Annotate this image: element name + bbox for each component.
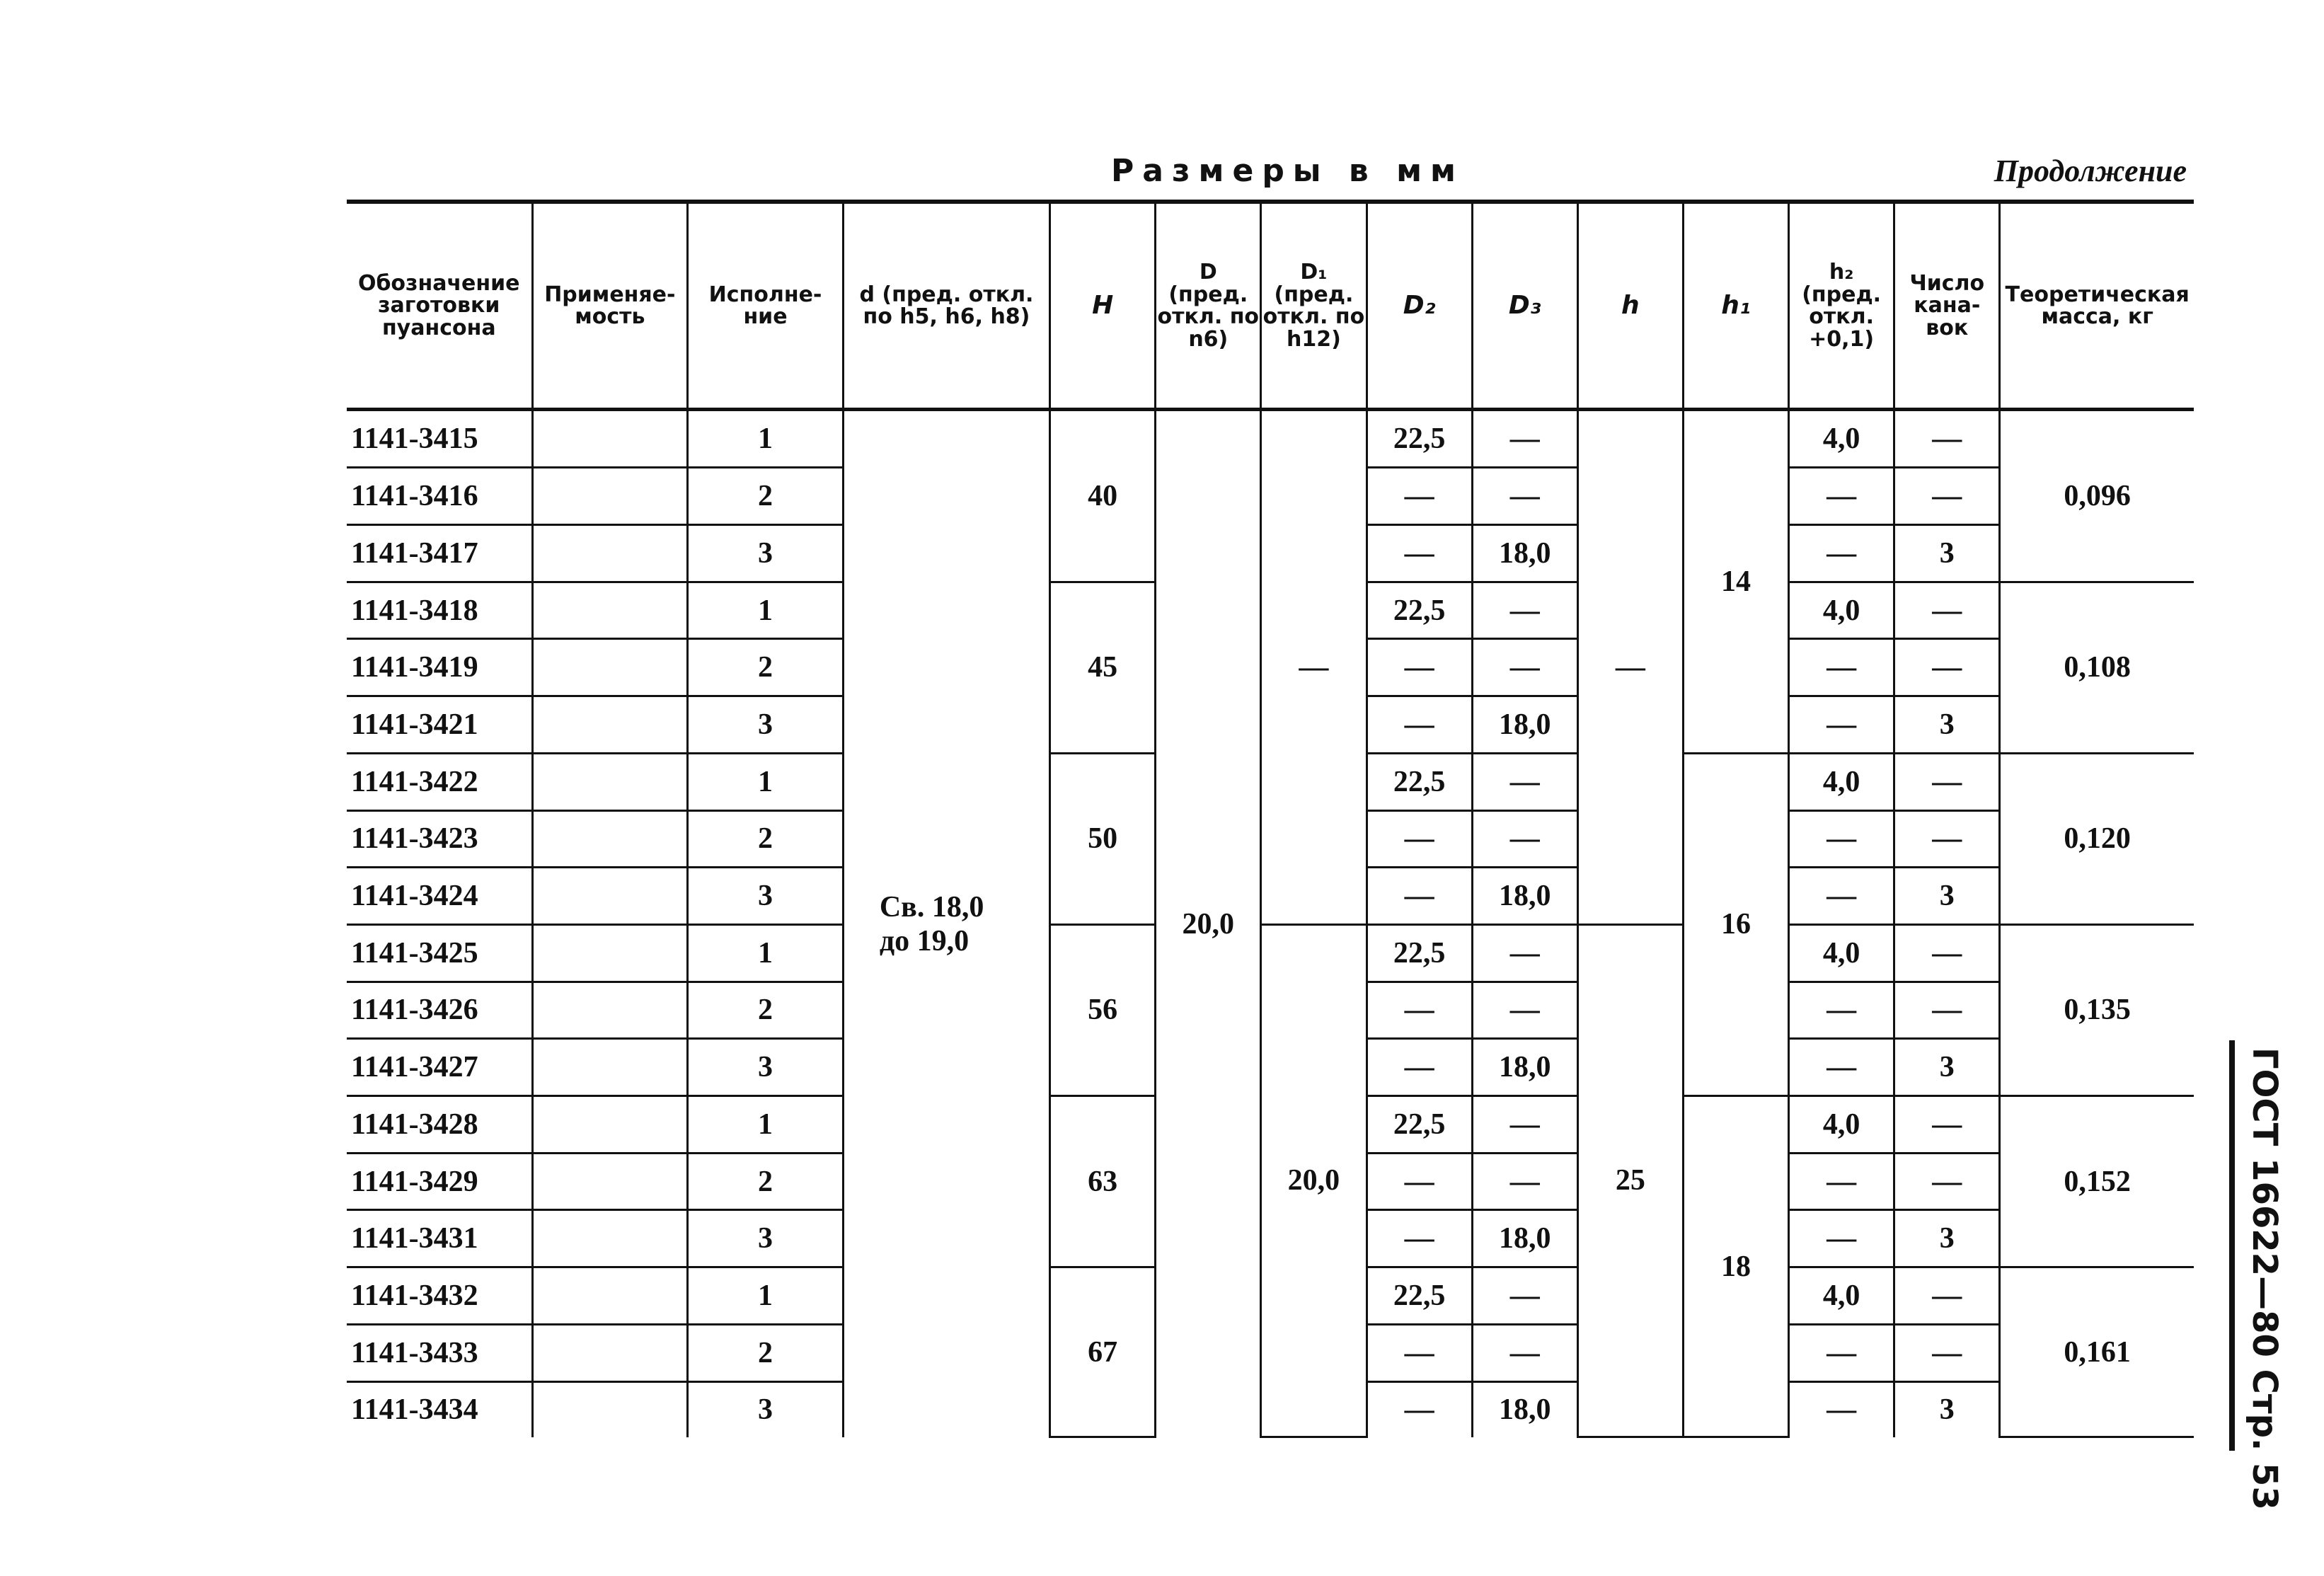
applicability-cell <box>532 1324 688 1381</box>
D2-cell: — <box>1367 1210 1472 1267</box>
applicability-cell <box>532 468 688 525</box>
designation-cell: 1141-3427 <box>347 1039 532 1096</box>
applicability-cell <box>532 410 688 468</box>
designation-cell: 1141-3418 <box>347 582 532 639</box>
H-cell: 40 <box>1050 410 1156 582</box>
D3-cell: — <box>1472 410 1577 468</box>
version-cell: 1 <box>688 1267 844 1325</box>
h2-cell: — <box>1789 1210 1894 1267</box>
h2-cell: 4,0 <box>1789 410 1894 468</box>
col-h1-header: h₁ <box>1683 202 1788 410</box>
h2-cell: — <box>1789 1153 1894 1210</box>
grooves-cell: — <box>1894 810 2000 868</box>
D3-cell: 18,0 <box>1472 696 1577 754</box>
designation-cell: 1141-3415 <box>347 410 532 468</box>
grooves-cell: — <box>1894 410 2000 468</box>
D3-cell: 18,0 <box>1472 524 1577 582</box>
grooves-cell: — <box>1894 1153 2000 1210</box>
version-cell: 2 <box>688 1153 844 1210</box>
h2-cell: 4,0 <box>1789 1267 1894 1325</box>
designation-cell: 1141-3431 <box>347 1210 532 1267</box>
grooves-cell: — <box>1894 1267 2000 1325</box>
grooves-cell: 3 <box>1894 1210 2000 1267</box>
version-cell: 3 <box>688 868 844 925</box>
D3-cell: — <box>1472 1153 1577 1210</box>
D2-cell: — <box>1367 868 1472 925</box>
designation-cell: 1141-3434 <box>351 1393 478 1427</box>
applicability-cell <box>532 696 688 754</box>
D3-cell: — <box>1472 924 1577 982</box>
D3-cell: — <box>1472 982 1577 1039</box>
col-H-header: H <box>1050 202 1156 410</box>
applicability-cell <box>532 868 688 925</box>
H-cell: 45 <box>1050 582 1156 753</box>
grooves-cell: 3 <box>1894 868 2000 925</box>
h2-cell: — <box>1789 1324 1894 1381</box>
version-cell: 2 <box>688 810 844 868</box>
designation-cell: 1141-3422 <box>347 753 532 810</box>
h2-cell: — <box>1789 982 1894 1039</box>
applicability-cell <box>532 1153 688 1210</box>
grooves-cell: — <box>1894 924 2000 982</box>
version-cell: 3 <box>688 1039 844 1096</box>
table-row <box>347 924 2194 982</box>
continuation-label: Продолжение <box>1994 154 2187 188</box>
applicability-cell <box>532 924 688 982</box>
version-cell: 1 <box>688 924 844 982</box>
D2-cell: — <box>1367 1153 1472 1210</box>
applicability-cell <box>532 1267 688 1325</box>
mass-cell: 0,135 <box>2000 924 2194 1095</box>
version-cell: 3 <box>688 524 844 582</box>
applicability-cell <box>532 524 688 582</box>
mass-cell: 0,108 <box>2000 582 2194 753</box>
D2-cell: 22,5 <box>1367 753 1472 810</box>
D3-cell: 18,0 <box>1472 868 1577 925</box>
grooves-cell: 3 <box>1894 1039 2000 1096</box>
D2-cell: 22,5 <box>1367 410 1472 468</box>
D3-cell: — <box>1472 1267 1577 1325</box>
grooves-cell: — <box>1894 1096 2000 1154</box>
version-cell: 1 <box>688 582 844 639</box>
H-cell: 56 <box>1050 924 1156 1095</box>
D3-cell: 18,0 <box>1472 1210 1577 1267</box>
D2-cell: 22,5 <box>1367 924 1472 982</box>
grooves-cell: — <box>1894 582 2000 639</box>
mass-cell: 0,161 <box>2000 1267 2194 1437</box>
h2-cell: — <box>1789 1381 1894 1437</box>
table-body <box>347 410 2194 1437</box>
D2-cell: — <box>1367 639 1472 696</box>
applicability-cell <box>532 1096 688 1154</box>
h1-cell: 14 <box>1683 410 1788 754</box>
D2-cell: — <box>1367 810 1472 868</box>
col-D3-header: D₃ <box>1472 202 1577 410</box>
version-cell: 1 <box>688 410 844 468</box>
table-header-row <box>347 202 2194 410</box>
mass-cell: 0,152 <box>2000 1096 2194 1267</box>
version-cell: 3 <box>688 1210 844 1267</box>
h2-cell: — <box>1789 810 1894 868</box>
D2-cell: 22,5 <box>1367 1096 1472 1154</box>
grooves-cell: — <box>1894 468 2000 525</box>
sizes-title: Размеры в мм <box>1111 153 1465 189</box>
h2-cell: — <box>1789 524 1894 582</box>
D3-cell: — <box>1472 468 1577 525</box>
applicability-cell <box>532 582 688 639</box>
version-cell: 3 <box>688 696 844 754</box>
grooves-cell: — <box>1894 1324 2000 1381</box>
applicability-cell <box>532 982 688 1039</box>
D1-top-cell: — <box>1261 410 1367 925</box>
applicability-cell <box>532 1039 688 1096</box>
D3-cell: — <box>1472 1324 1577 1381</box>
col-designation-header: Обозначение заготовки пуансона <box>347 202 532 410</box>
D3-cell: 18,0 <box>1472 1381 1577 1437</box>
D2-cell: — <box>1367 468 1472 525</box>
h-top-cell: — <box>1577 410 1683 925</box>
D2-cell: — <box>1367 982 1472 1039</box>
D2-cell: — <box>1367 696 1472 754</box>
designation-cell: 1141-3429 <box>347 1153 532 1210</box>
designation-cell: 1141-3426 <box>347 982 532 1039</box>
D3-cell: — <box>1472 639 1577 696</box>
col-D1-header: D₁ (пред. откл. по h12) <box>1261 202 1367 410</box>
designation-cell: 1141-3433 <box>347 1324 532 1381</box>
h2-cell: — <box>1789 1039 1894 1096</box>
grooves-cell: — <box>1894 753 2000 810</box>
grooves-cell: — <box>1894 982 2000 1039</box>
H-cell: 67 <box>1050 1267 1156 1437</box>
D2-cell: 22,5 <box>1367 582 1472 639</box>
D3-cell: — <box>1472 810 1577 868</box>
H-cell: 63 <box>1050 1096 1156 1267</box>
d-value-cell: Св. 18,0 до 19,0 <box>843 410 1049 1437</box>
col-version-header: Исполне-ние <box>688 202 844 410</box>
D3-cell: — <box>1472 582 1577 639</box>
D3-cell: — <box>1472 753 1577 810</box>
col-applicability-header: Применяе-мость <box>532 202 688 410</box>
version-cell: 2 <box>688 639 844 696</box>
designation-cell: 1141-3425 <box>347 924 532 982</box>
punch-blanks-table <box>347 200 2194 1438</box>
col-grooves-header: Число кана-вок <box>1894 202 2000 410</box>
h2-cell: — <box>1789 639 1894 696</box>
col-h2-header: h₂ (пред. откл. +0,1) <box>1789 202 1894 410</box>
h2-cell: 4,0 <box>1789 582 1894 639</box>
designation-cell: 1141-3432 <box>347 1267 532 1325</box>
h1-cell: 16 <box>1683 753 1788 1095</box>
h-bottom-cell: 25 <box>1577 924 1683 1437</box>
h1-cell: 18 <box>1683 1096 1788 1437</box>
h2-cell: — <box>1789 468 1894 525</box>
designation-cell: 1141-3428 <box>347 1096 532 1154</box>
applicability-cell <box>532 639 688 696</box>
D2-cell: — <box>1367 524 1472 582</box>
D2-cell: — <box>1367 1324 1472 1381</box>
designation-cell: 1141-3417 <box>347 524 532 582</box>
version-cell: 2 <box>688 982 844 1039</box>
col-d-header: d (пред. откл. по h5, h6, h8) <box>843 202 1049 410</box>
h2-cell: — <box>1789 868 1894 925</box>
D2-cell: 22,5 <box>1367 1267 1472 1325</box>
D3-cell: 18,0 <box>1472 1039 1577 1096</box>
h2-cell: 4,0 <box>1789 924 1894 982</box>
grooves-cell: — <box>1894 639 2000 696</box>
version-cell: 2 <box>688 468 844 525</box>
D2-cell: — <box>1367 1381 1472 1437</box>
version-cell: 1 <box>688 1096 844 1154</box>
designation-cell: 1141-3424 <box>347 868 532 925</box>
D3-cell: — <box>1472 1096 1577 1154</box>
grooves-cell: 3 <box>1894 524 2000 582</box>
version-cell: 3 <box>688 1381 844 1437</box>
col-mass-header: Теоретическая масса, кг <box>2000 202 2194 410</box>
applicability-cell <box>532 810 688 868</box>
designation-cell: 1141-3419 <box>347 639 532 696</box>
D-value-cell: 20,0 <box>1156 410 1261 1437</box>
designation-cell: 1141-3421 <box>347 696 532 754</box>
applicability-cell <box>532 1210 688 1267</box>
designation-cell: 1141-3416 <box>347 468 532 525</box>
page-header <box>347 153 2187 195</box>
applicability-cell <box>532 753 688 810</box>
h2-cell: 4,0 <box>1789 1096 1894 1154</box>
H-cell: 50 <box>1050 753 1156 924</box>
version-cell: 1 <box>688 753 844 810</box>
grooves-cell: 3 <box>1894 696 2000 754</box>
gost-page-label: ГОСТ 16622—80 Стр. 53 <box>2245 1047 2284 1510</box>
col-D2-header: D₂ <box>1367 202 1472 410</box>
mass-cell: 0,120 <box>2000 753 2194 924</box>
col-D-header: D (пред. откл. по n6) <box>1156 202 1261 410</box>
applicability-cell <box>532 1381 688 1437</box>
D1-bottom-cell: 20,0 <box>1261 924 1367 1437</box>
h2-cell: 4,0 <box>1789 753 1894 810</box>
grooves-cell: 3 <box>1894 1381 2000 1437</box>
designation-cell: 1141-3423 <box>347 810 532 868</box>
mass-cell: 0,096 <box>2000 410 2194 582</box>
version-cell: 2 <box>688 1324 844 1381</box>
h2-cell: — <box>1789 696 1894 754</box>
D2-cell: — <box>1367 1039 1472 1096</box>
col-h-header: h <box>1577 202 1683 410</box>
table-row <box>347 410 2194 468</box>
